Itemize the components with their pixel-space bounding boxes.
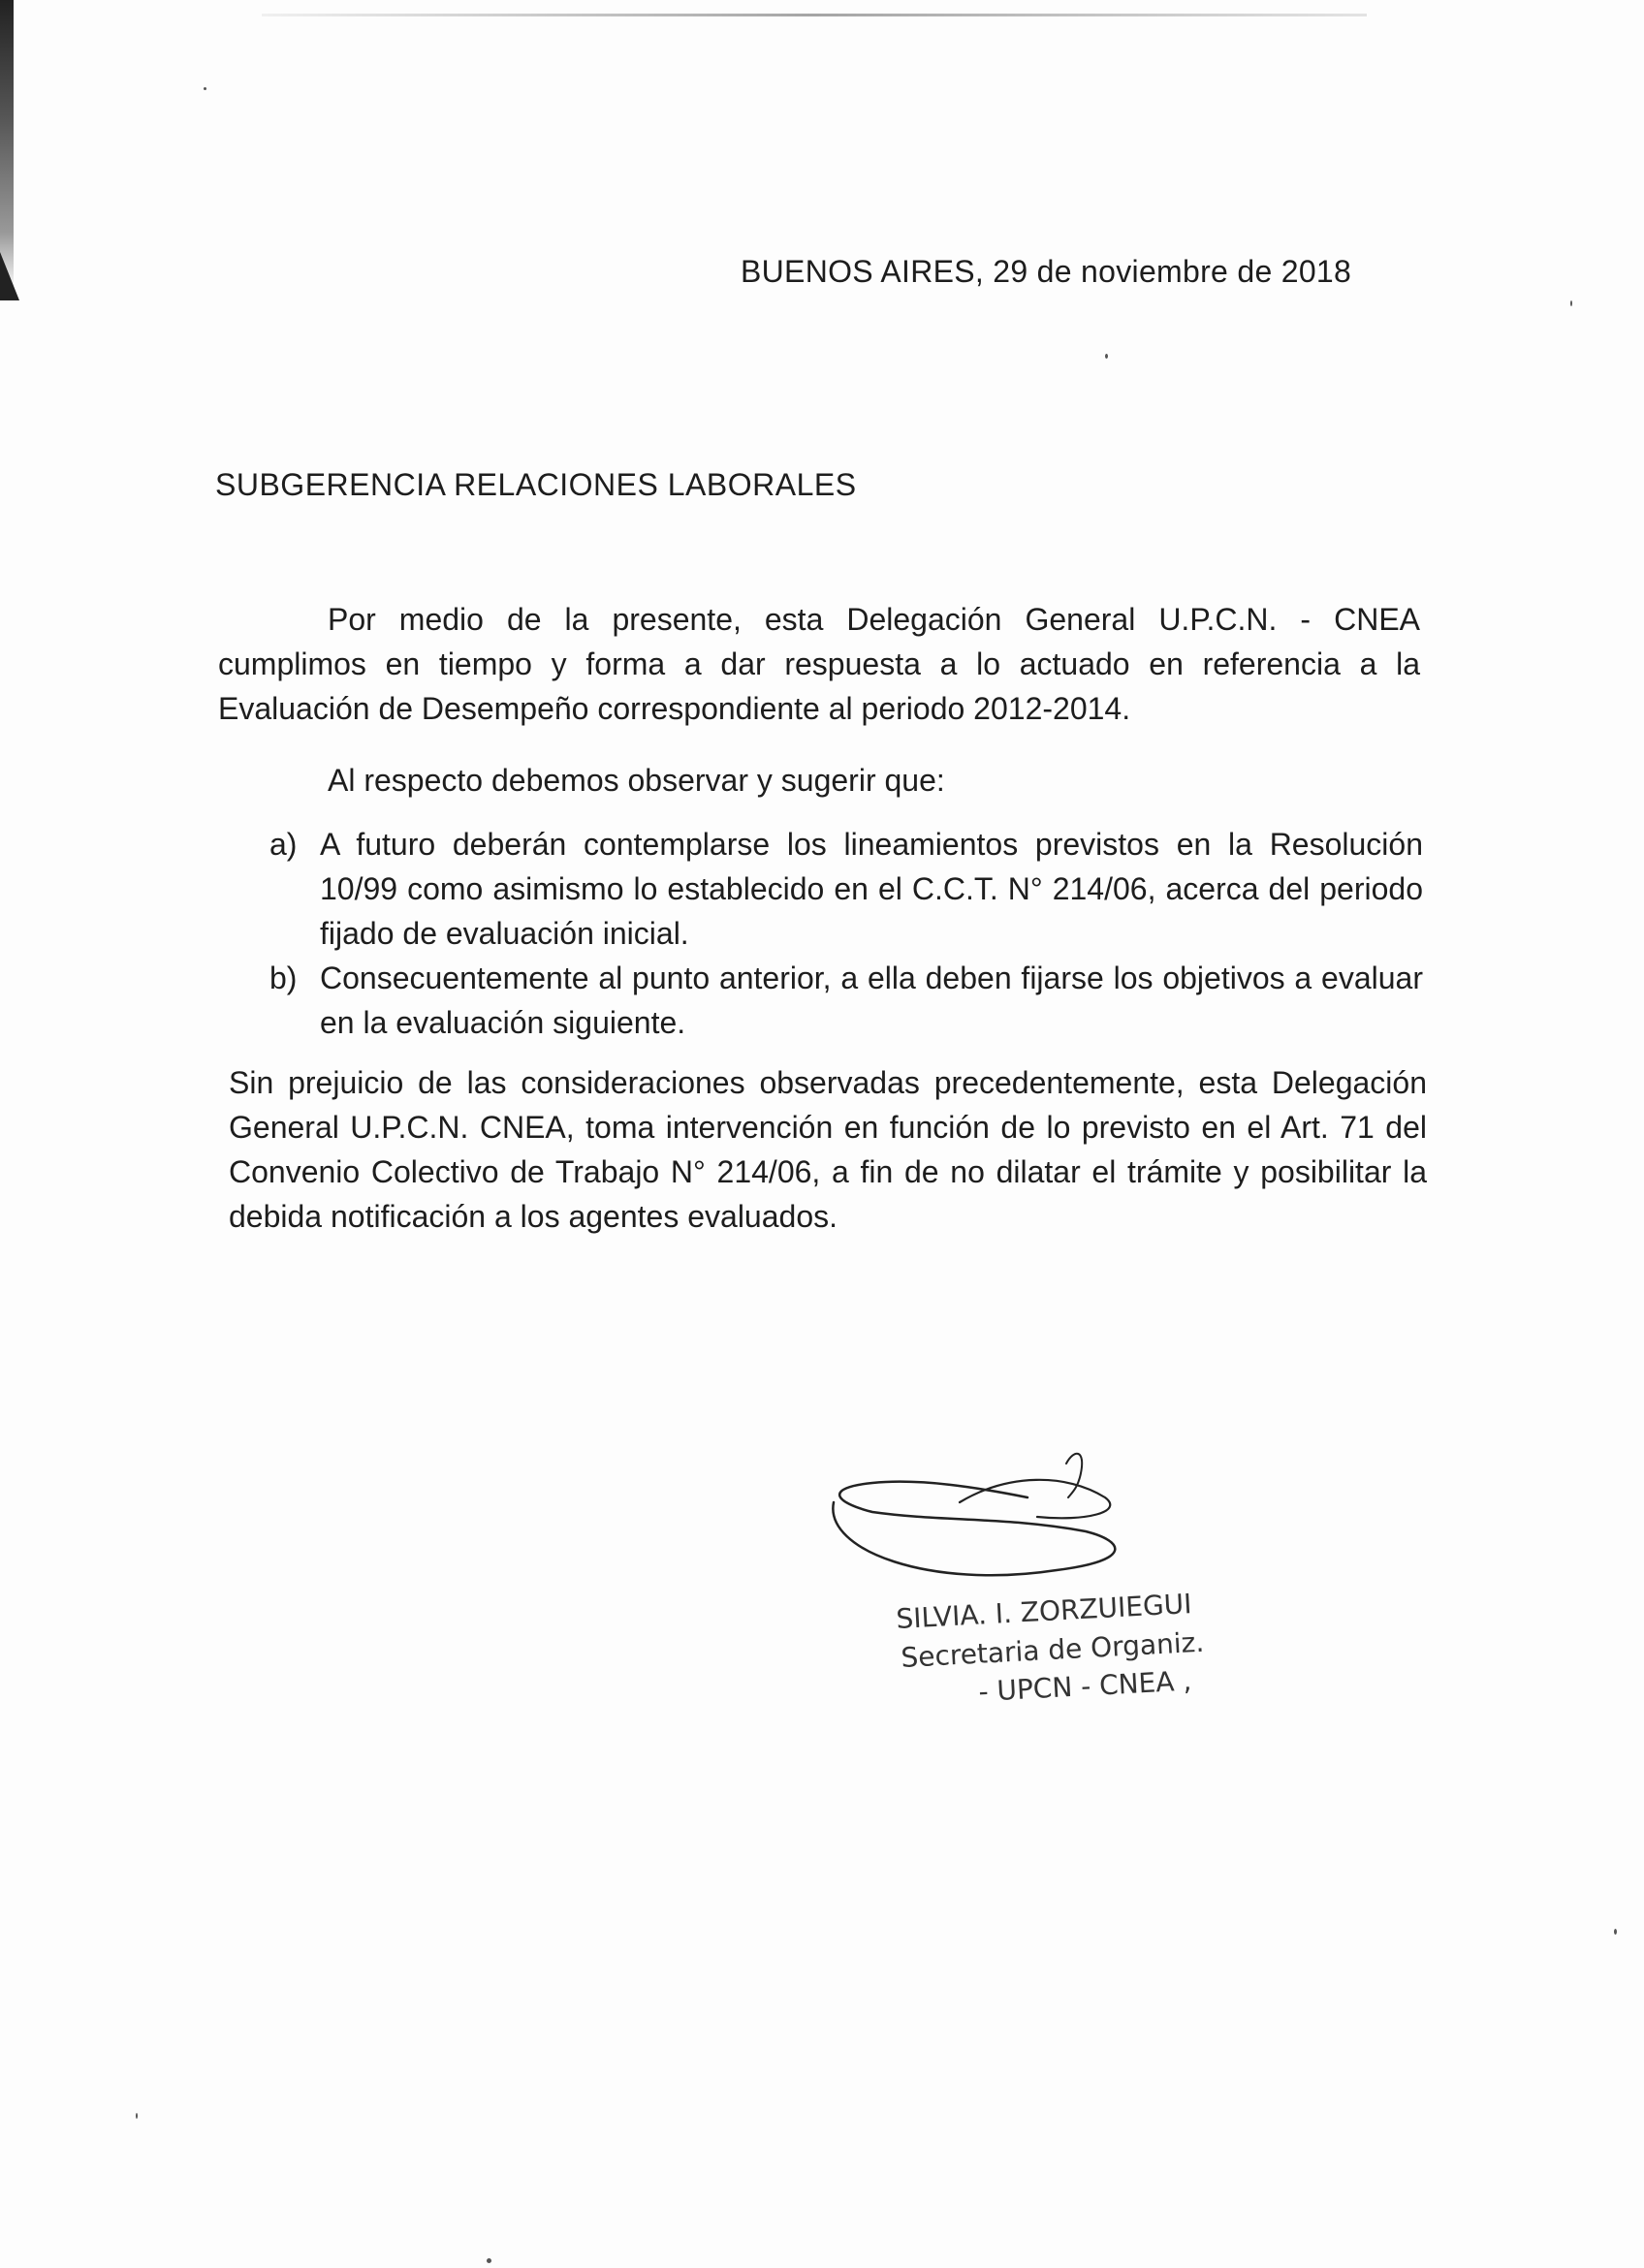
scan-speck bbox=[204, 87, 206, 90]
handwritten-signature bbox=[814, 1444, 1280, 1735]
scan-speck bbox=[487, 2258, 491, 2263]
body-paragraph-closing: Sin prejuicio de las consideraciones observadas precedentemente, esta Delegación General U.P.C.N. CNEA, toma intervención en función de lo previsto en el Art. 71 del Convenio Colectivo de Trabajo N° 214/06, a fin de no dilatar el trámite y posibilitar la debida notificación a los agentes evaluados. bbox=[229, 1065, 1427, 1234]
observation-list bbox=[269, 822, 1423, 1045]
list-item bbox=[269, 956, 1423, 1045]
scan-corner bbox=[0, 252, 19, 300]
scan-top-edge bbox=[262, 14, 1367, 16]
body-paragraph-observe: Al respecto debemos observar y sugerir que: bbox=[328, 763, 945, 798]
signature-name: SILVIA. I. ZORZUIEGUI bbox=[895, 1588, 1193, 1635]
scan-speck bbox=[1570, 300, 1572, 306]
document-date: BUENOS AIRES, 29 de noviembre de 2018 bbox=[741, 254, 1352, 289]
scan-speck bbox=[136, 2113, 138, 2119]
scan-speck bbox=[1105, 354, 1108, 359]
body-paragraph-intro: Por medio de la presente, esta Delegación General U.P.C.N. - CNEA cumplimos en tiempo y forma a dar respuesta a lo actuado en referencia a la Evaluación de Desempeño correspondiente al periodo 2012-2014. bbox=[218, 602, 1420, 726]
signature-org: - UPCN - CNEA , bbox=[977, 1664, 1193, 1708]
list-marker: a) bbox=[269, 827, 298, 862]
list-item-text: A futuro deberán contemplarse los lineamientos previstos en la Resolución 10/99 como asimismo lo establecido en el C.C.T. N° 214/06, acerca del periodo fijado de evaluación inicial. bbox=[320, 827, 1423, 951]
scan-speck bbox=[1614, 1929, 1617, 1935]
scan-left-edge bbox=[0, 0, 14, 291]
document-recipient: SUBGERENCIA RELACIONES LABORALES bbox=[215, 467, 857, 502]
list-marker: b) bbox=[269, 961, 298, 995]
list-item bbox=[269, 822, 1423, 956]
signature-role: Secretaria de Organiz. bbox=[900, 1625, 1205, 1674]
list-item-text: Consecuentemente al punto anterior, a ella deben fijarse los objetivos a evaluar en la evaluación siguiente. bbox=[320, 961, 1423, 1040]
